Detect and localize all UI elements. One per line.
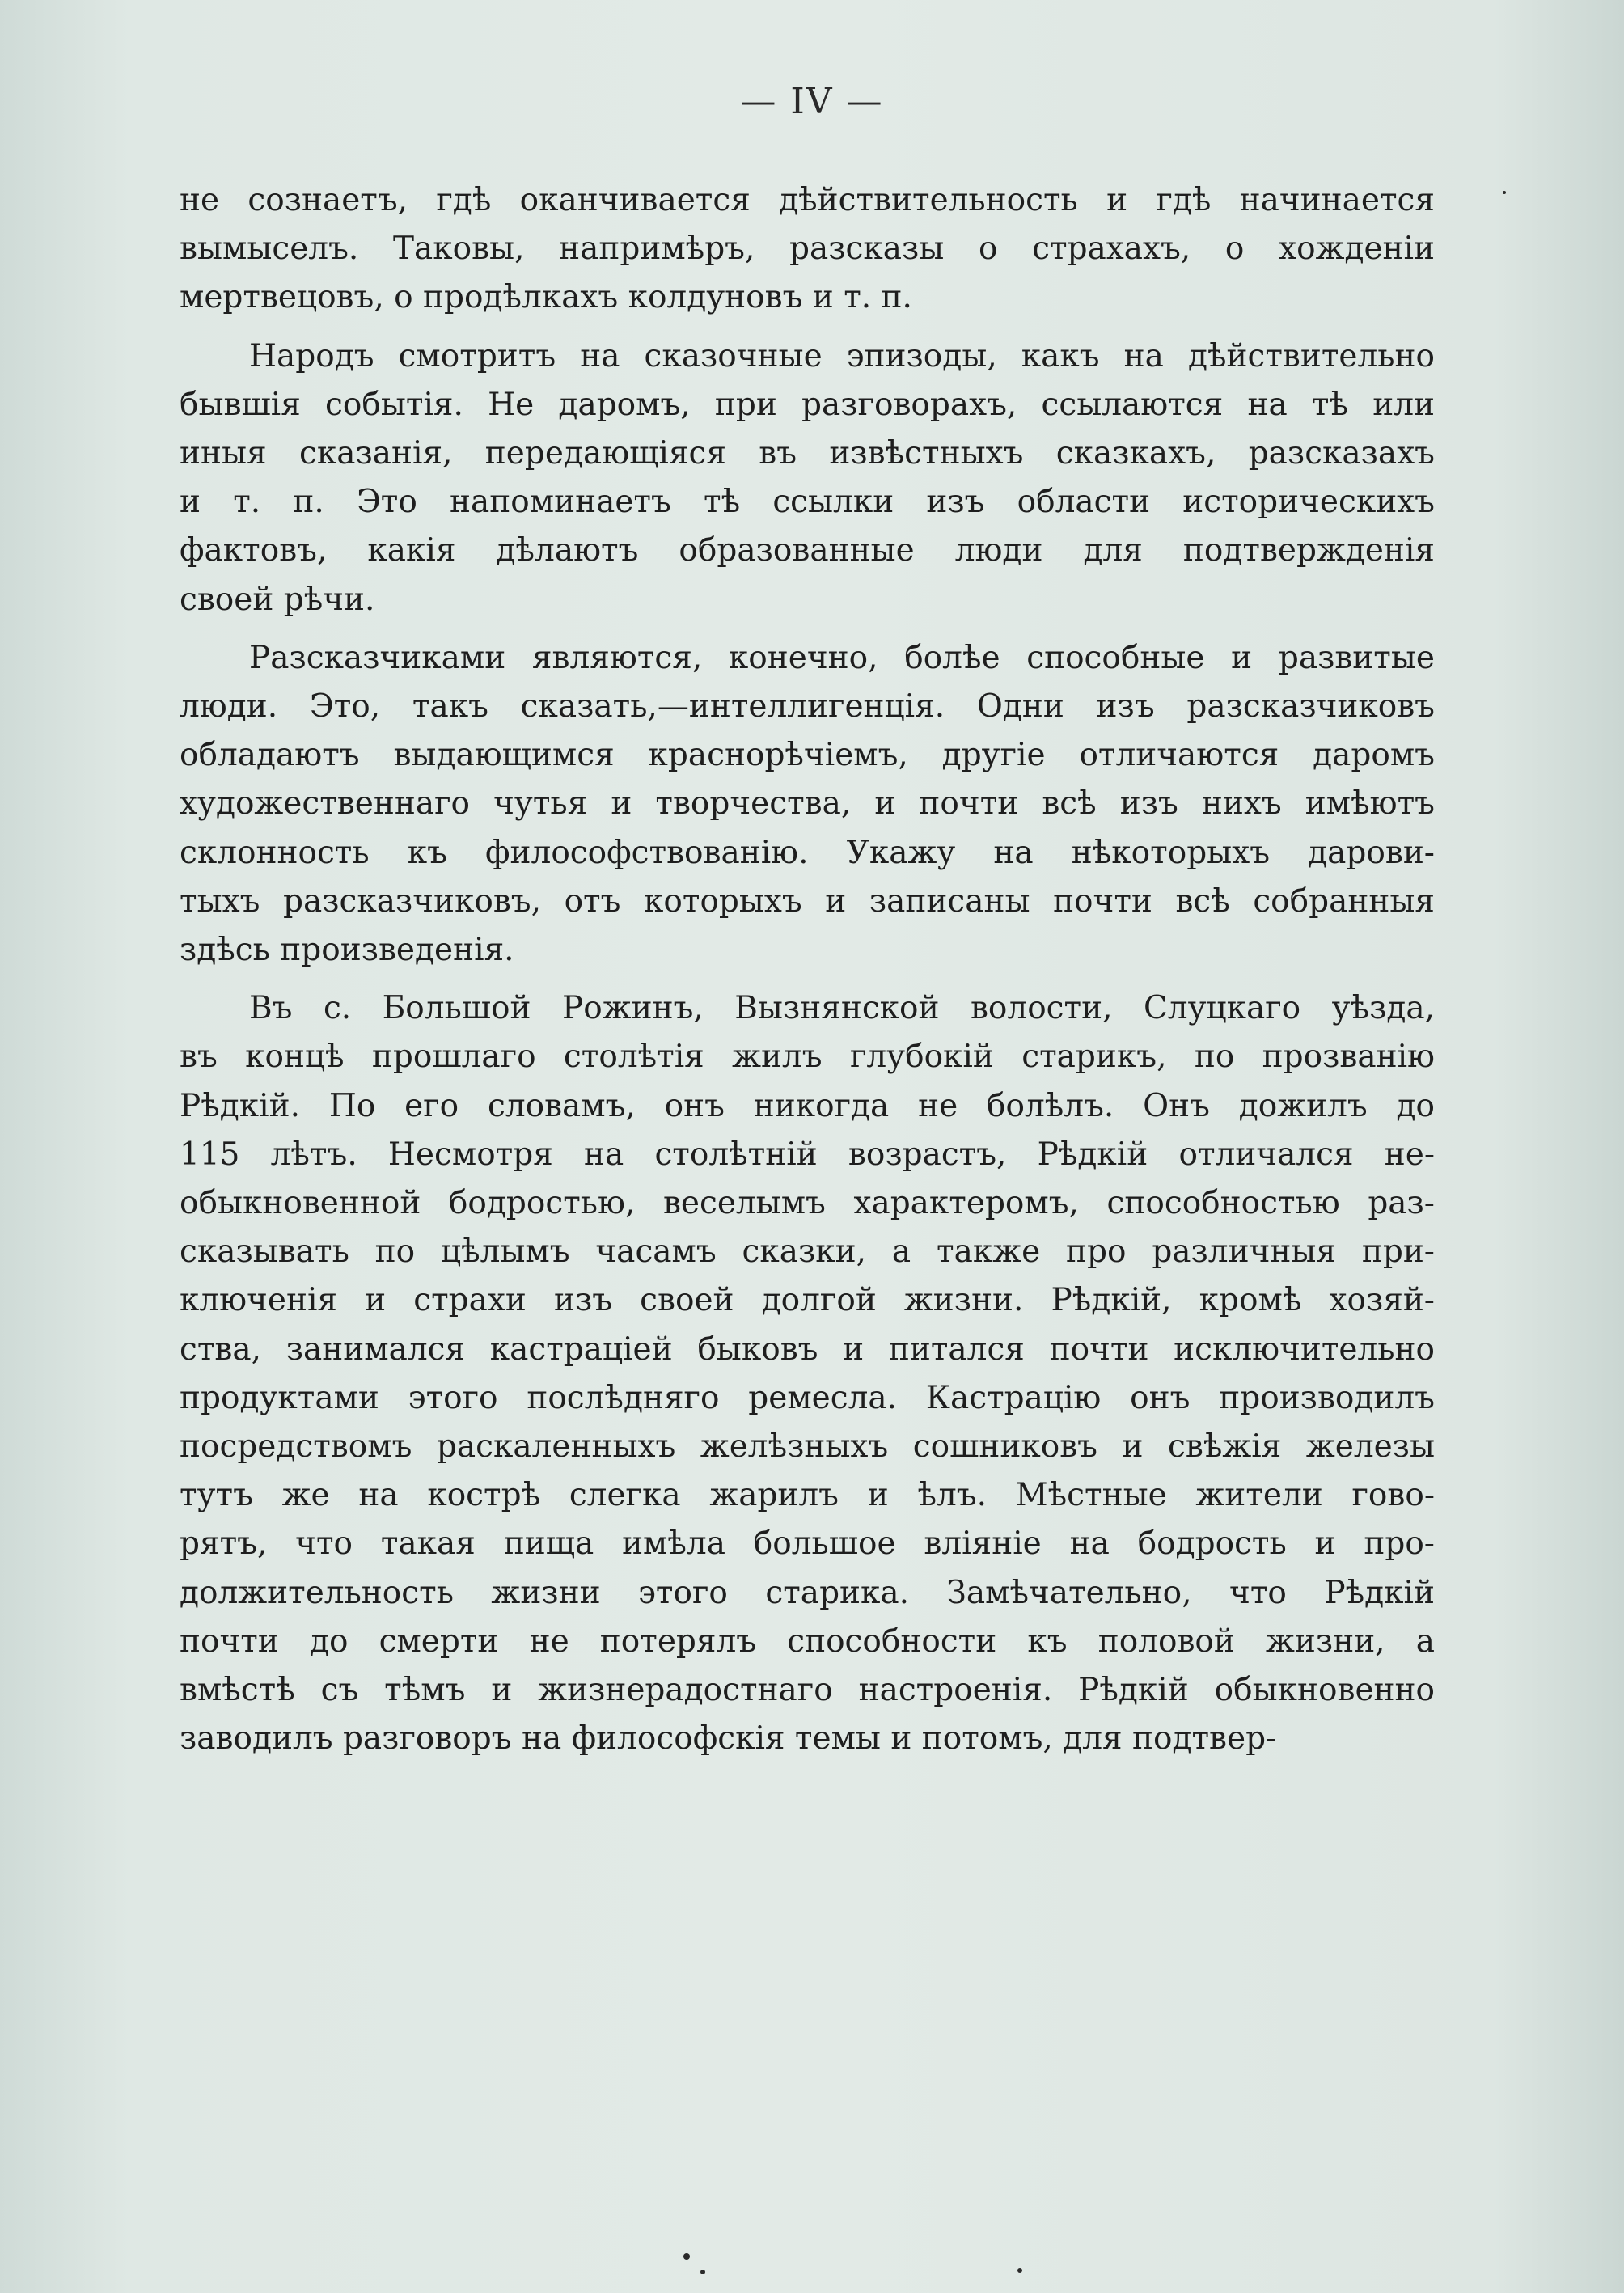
text-line: должительность жизни этого старика. Замѣчательно, что Рѣдкій <box>180 1574 1435 1611</box>
scan-speck <box>1017 2268 1022 2273</box>
paragraph <box>180 984 1435 1763</box>
text-line: Рѣдкій. По его словамъ, онъ никогда не болѣлъ. Онъ дожилъ до <box>180 1087 1435 1124</box>
text-line: тутъ же на кострѣ слегка жарилъ и ѣлъ. Мѣстные жители гово- <box>180 1477 1435 1514</box>
text-line: люди. Это, такъ сказать,—интеллигенція. Одни изъ разсказчиковъ <box>180 688 1435 726</box>
text-line: и т. п. Это напоминаетъ тѣ ссылки изъ области историческихъ <box>180 484 1435 521</box>
page-number: — IV — <box>740 81 884 122</box>
text-line: обладаютъ выдающимся краснорѣчіемъ, другіе отличаются даромъ <box>180 737 1435 774</box>
text-line: посредствомъ раскаленныхъ желѣзныхъ сошниковъ и свѣжія железы <box>180 1428 1435 1466</box>
text-line: обыкновенной бодростью, веселымъ характеромъ, способностью раз- <box>180 1185 1435 1222</box>
text-line: въ концѣ прошлаго столѣтія жилъ глубокій старикъ, по прозванію <box>180 1039 1435 1076</box>
text-line: художественнаго чутья и творчества, и почти всѣ изъ нихъ имѣютъ <box>180 785 1435 823</box>
text-line: продуктами этого послѣдняго ремесла. Кастрацію онъ производилъ <box>180 1379 1435 1416</box>
text-line: иныя сказанія, передающіяся въ извѣстныхъ сказкахъ, разсказахъ <box>180 435 1435 472</box>
paragraph <box>180 634 1435 975</box>
paragraph <box>180 332 1435 624</box>
text-line: Разсказчиками являются, конечно, болѣе способные и развитые <box>249 639 1435 676</box>
text-line: бывшія событія. Не даромъ, при разговорахъ, ссылаются на тѣ или <box>180 386 1435 423</box>
text-line: вмѣстѣ съ тѣмъ и жизнерадостнаго настроенія. Рѣдкій обыкновенно <box>180 1672 1435 1709</box>
text-line: здѣсь произведенія. <box>180 932 514 969</box>
paragraph <box>180 176 1435 323</box>
scan-speck <box>700 2270 705 2274</box>
text-line: почти до смерти не потерялъ способности къ половой жизни, а <box>180 1622 1435 1660</box>
scan-speck <box>1503 191 1506 194</box>
text-line: не сознаетъ, гдѣ оканчивается дѣйствительность и гдѣ начинается <box>180 182 1435 218</box>
text-line: ключенія и страхи изъ своей долгой жизни. Рѣдкій, кромѣ хозяй- <box>180 1282 1435 1319</box>
scan-speck <box>683 2253 690 2260</box>
text-line: своей рѣчи. <box>180 581 375 618</box>
text-line: рятъ, что такая пища имѣла большое вліяніе на бодрость и про- <box>180 1525 1435 1563</box>
text-line: Народъ смотритъ на сказочные эпизоды, какъ на дѣйствительно <box>249 337 1435 374</box>
body-text <box>180 176 1435 1774</box>
text-line: вымыселъ. Таковы, напримѣръ, разсказы о страхахъ, о хожденіи <box>180 231 1435 268</box>
text-line: фактовъ, какія дѣлаютъ образованные люди для подтвержденія <box>180 532 1435 569</box>
text-line: тыхъ разсказчиковъ, отъ которыхъ и записаны почти всѣ собранныя <box>180 882 1435 920</box>
text-line: заводилъ разговоръ на философскія темы и потомъ, для подтвер- <box>180 1720 1277 1758</box>
text-line: 115 лѣтъ. Несмотря на столѣтній возрастъ, Рѣдкій отличался не- <box>180 1136 1435 1173</box>
text-line: сказывать по цѣлымъ часамъ сказки, а также про различныя при- <box>180 1233 1435 1271</box>
text-line: Въ с. Большой Рожинъ, Вызнянской волости, Слуцкаго уѣзда, <box>249 990 1435 1027</box>
text-line: склонность къ философствованію. Укажу на нѣкоторыхъ дарови- <box>180 834 1435 871</box>
text-line: мертвецовъ, о продѣлкахъ колдуновъ и т. п. <box>180 279 912 316</box>
text-line: ства, занимался кастраціей быковъ и питался почти исключительно <box>180 1331 1435 1368</box>
